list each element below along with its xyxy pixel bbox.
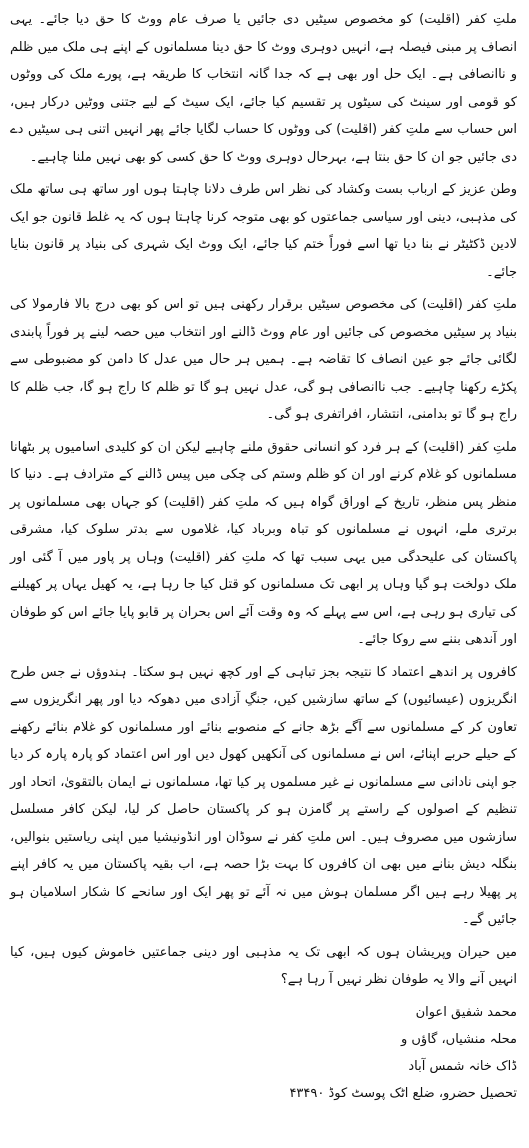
paragraph-6: میں حیران وپریشان ہوں کہ ابھی تک یہ مذہبی اور دینی جماعتیں خاموش کیوں ہیں، کیا انہیں آنے والا یہ طوفان نظر نہیں آ رہا ہے؟ (10, 944, 517, 987)
author-district: تحصیل حضرو، ضلع اٹک پوسٹ کوڈ ۴۳۴۹۰ (289, 1085, 517, 1101)
letter-body (10, 6, 517, 994)
paragraph-2: وطن عزیز کے ارباب بست وکشاد کی نظر اس طرف دلانا چاہتا ہوں اور ساتھ ہی ساتھ ملک کی مذہبی، دینی اور سیاسی جماعتوں کو بھی متوجہ کرنا چاہتا ہوں کہ یہ غلط قانون جو ایک لادین ڈکٹیٹر نے بنا دیا تھا اسے فوراً ختم کیا جائے، ایک ووٹ ایک شہری کی بنیاد پر قانون بنایا جائے۔ (9, 182, 517, 280)
paragraph-5: کافروں پر اندھے اعتماد کا نتیجہ بجز تباہی کے اور کچھ نہیں ہو سکتا۔ ہندوؤں نے جس طرح انگریزوں (عیسائیوں) کے ساتھ سازشیں کیں، جنگِ آزادی میں دھوکہ دیا اور پھر انگریزوں سے تعاون کر کے مسلمانوں سے آگے بڑھ جانے کے منصوبے بنائے اور مسلمانوں کو غلام بنائے رکھنے کے حیلے حربے اپنائے، اس نے مسلمانوں کی آنکھیں کھول دیں اور اس اعتماد کو پارہ پارہ کر دیا جو اپنی نادانی سے مسلمانوں نے غیر مسلموں پر کیا تھا، مسلمانوں نے ایمان بالتقویٰ، اتحاد اور تنظیم کے اصولوں کے راستے پر گامزن ہو کر پاکستان حاصل کر لیا، لیکن کافر مسلسل سازشوں میں مصروف ہیں۔ اس ملتِ کفر نے سوڈان اور انڈونیشیا میں اپنی ریاستیں بنوالیں، بنگلہ دیش بنانے میں بھی ان کافروں کا بہت بڑا حصہ ہے، اب بقیہ پاکستان میں یہ کافر اپنے پر پھیلا رہے ہیں اگر مسلمان ہوش میں نہ آئے تو پھر ایک اور سانحے کا شکار اسلامیان ہو جائیں گے۔ (10, 664, 517, 927)
paragraph-4: ملتِ کفر (اقلیت) کے ہر فرد کو انسانی حقوق ملنے چاہیے لیکن ان کو کلیدی اسامیوں پر بٹھانا مسلمانوں کو غلام کرنے اور ان کو ظلم وستم کی چکی میں پیس ڈالنے کے مترادف ہے۔ دنیا کا منظر پس منظر، تاریخ کے اوراق گواہ ہیں کہ ملتِ کفر (اقلیت) کو جہاں بھی مسلمانوں پر برتری ملے، انہوں نے مسلمانوں کو تباہ وبرباد کیا، غلاموں سے بدتر سلوک کیا، مشرقی پاکستان کی علیحدگی میں یہی سبب تھا کہ ملتِ کفر (اقلیت) وہاں پر پاور میں آ گئی اور ملک دولخت ہو گیا وہاں پر ابھی تک مسلمانوں کو قتل کیا جا رہا ہے، یہ کھیل یہاں پر کھیلنے کی تیاری ہو رہی ہے، اس سے پہلے کہ وہ وقت آئے اس بحران پر قابو پایا جائے اس کو طوفان اور آندھی بننے سے روکا جائے۔ (10, 439, 517, 647)
signature-block (10, 999, 517, 1107)
author-name: محمد شفیق اعوان (415, 1004, 517, 1020)
author-locality: محلہ منشیاں، گاؤں و (400, 1031, 517, 1047)
author-post-office: ڈاک خانہ شمس آباد (408, 1058, 517, 1074)
paragraph-3: ملتِ کفر (اقلیت) کی مخصوص سیٹیں برقرار رکھنی ہیں تو اس کو بھی درج بالا فارمولا کی بنیاد پر سیٹیں مخصوص کی جائیں اور عام ووٹ ڈالنے اور انتخاب میں حصہ لینے پر فوراً پابندی لگائی جائے جو عین انصاف کا تقاضہ ہے۔ ہمیں ہر حال میں عدل کا دامن کو مضبوطی سے پکڑے رکھنا چاہیے۔ جب ناانصافی ہو گی، عدل نہیں ہو گا تو ظلم کا راج ہو گا، جب ظلم کا راج ہو گا تو بدامنی، انتشار، افراتفری ہو گی۔ (10, 297, 517, 422)
paragraph-1: ملتِ کفر (اقلیت) کو مخصوص سیٹیں دی جائیں یا صرف عام ووٹ کا حق دیا جائے۔ یہی انصاف پر مبنی فیصلہ ہے، انہیں دوہری ووٹ کا حق دینا مسلمانوں کے اپنے ہی ملک میں ظلم و ناانصافی ہے۔ ایک حل اور بھی ہے کہ جدا گانہ انتخاب کا طریقہ ہے، پورے ملک کی ووٹوں کو قومی اور سینٹ کی سیٹوں پر تقسیم کیا جائے، ایک سیٹ کے لیے جتنی ووٹیں درکار ہیں، اس حساب سے ملتِ کفر (اقلیت) کی ووٹوں کا حساب لگایا جائے پھر انہیں اتنی ہی سیٹیں دے دی جائیں جو ان کا حق بنتا ہے، بہرحال دوہری ووٹ کا حق کسی کو بھی نہیں ملنا چاہیے۔ (10, 12, 517, 165)
